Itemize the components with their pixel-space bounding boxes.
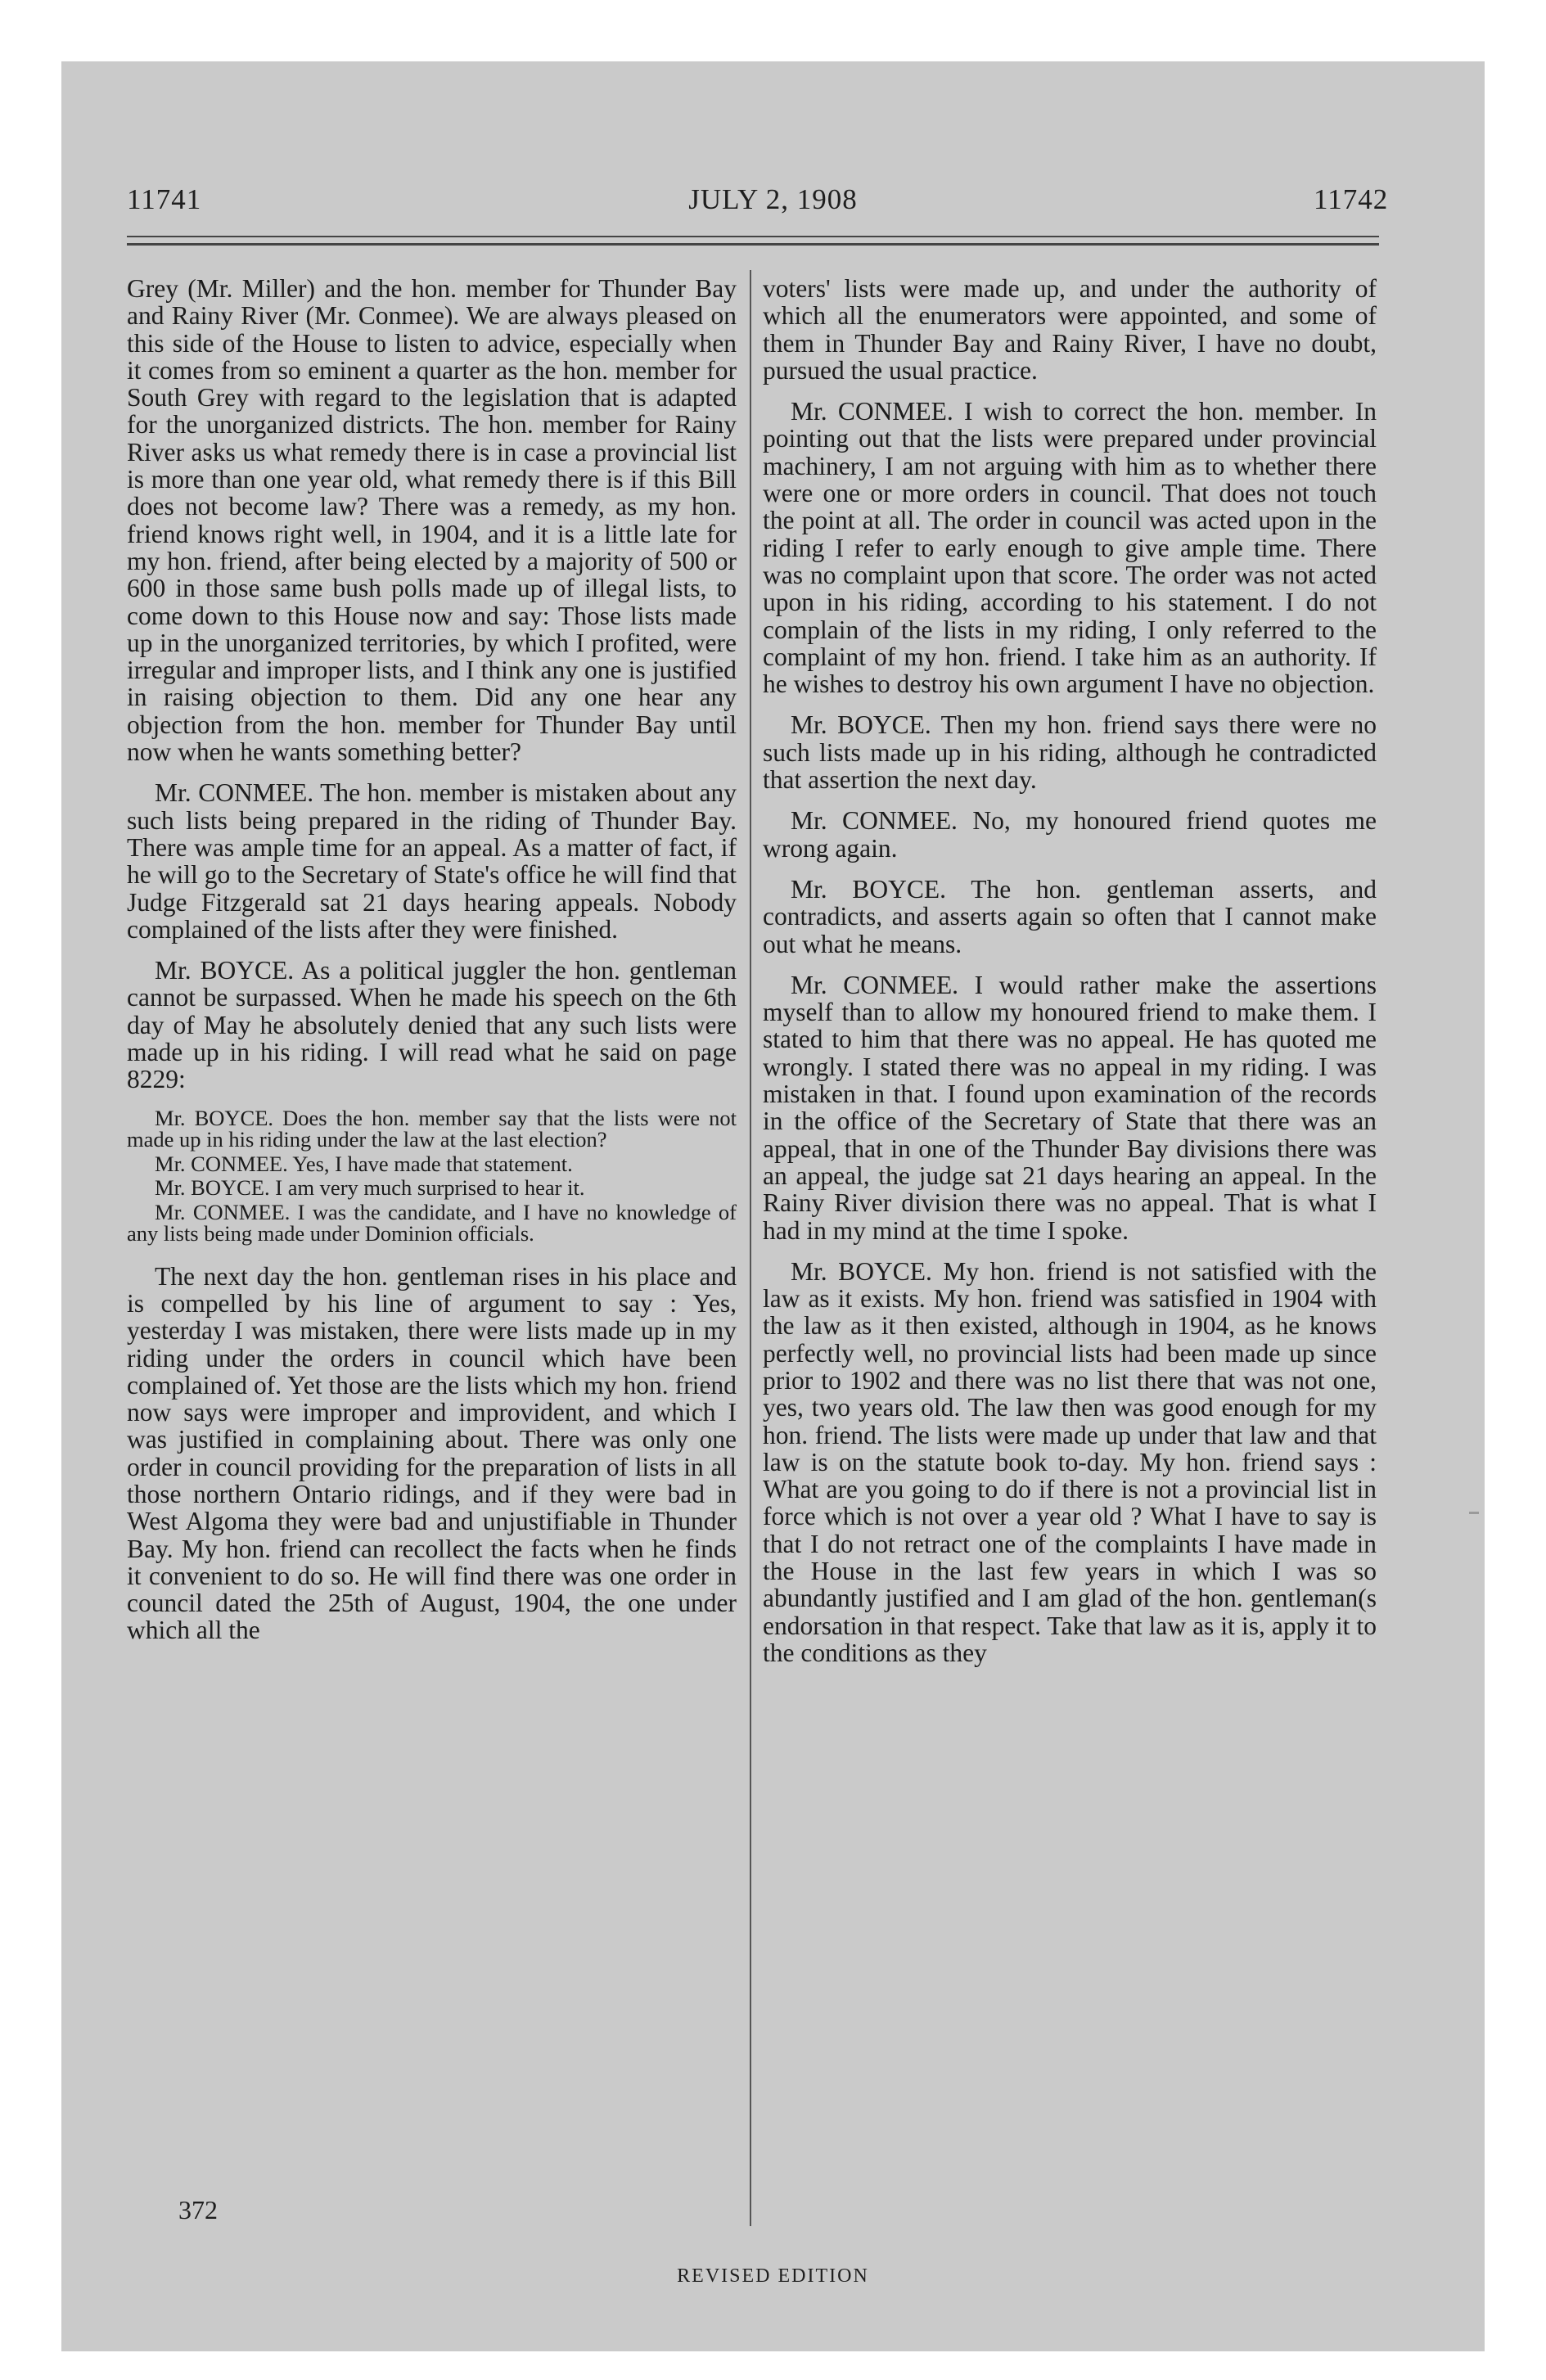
edition-label: REVISED EDITION (677, 2265, 869, 2287)
paragraph: Mr. BOYCE. My hon. friend is not satisfied with the law as it exists. My hon. friend was satisfied in 1904 with the law as it then existed, although in 1904, as he knows perfectly well, no provincial lists had been made up since prior to 1902 and there was no list there that was not one, yes, two years old. The law then was good enough for my hon. friend. The lists were made up under that law and that law is on the statute book to-day. My hon. friend says : What are you going to do if there is not a provincial list in force which is not over a year old ? What I have to say is that I do not retract one of the complaints I have made in the House in the last few years in which I was so abundantly justified and I am glad of the hon. gentleman(s endorsation in that respect. Take that law as it is, apply it to the conditions as they (763, 1256, 1377, 1667)
paragraph: Mr. BOYCE. As a political juggler the hon. gentleman cannot be surpassed. When he made his speech on the 6th day of May he absolutely denied that any such lists were made up in his riding. I will read what he said on page 8229: (127, 956, 737, 1094)
page-number-right: 11742 (1314, 183, 1389, 215)
paragraph: Grey (Mr. Miller) and the hon. member for Thunder Bay and Rainy River (Mr. Conmee). We are always pleased on this side of the House to listen to advice, especially when it comes from so eminent a quarter as the hon. member for South Grey with regard to the legislation that is adapted for the unorganized districts. The hon. member for Rainy River asks us what remedy there is in case a provincial list is more than one year old, what remedy there is if this Bill does not become law? There was a remedy, as my hon. friend knows right well, in 1904, and it is a little late for my hon. friend, after being elected by a majority of 500 or 600 in those same bush polls made up of illegal lists, to come down to this House now and say: Those lists made up in the unorganized territories, by which I profited, were irregular and improper lists, and I think any one is justified in raising objection to them. Did any one hear any objection from the hon. member for Thunder Bay until now when he wants something better? (127, 274, 737, 767)
paragraph: Mr. BOYCE. The hon. gentleman asserts, and contradicts, and asserts again so often that I cannot make out what he means. (763, 874, 1377, 958)
page-number-left: 11741 (127, 183, 202, 215)
header-rule-thin (127, 236, 1379, 237)
paragraph: Mr. CONMEE. I wish to correct the hon. member. In pointing out that the lists were prepared under provincial machinery, I am not arguing with him as to whether there were one or more orders in council. That does not touch the point at all. The order in council was acted upon in the riding I refer to early enough to give ample time. There was no complaint upon that score. The order was not acted upon in his riding, according to his statement. I do not complain of the lists in my riding, I only referred to the complaint of my hon. friend. I take him as an authority. If he wishes to destroy his own argument I have no objection. (763, 397, 1377, 699)
paragraph: The next day the hon. gentleman rises in his place and is compelled by his line of argument to say : Yes, yesterday I was mistaken, there were lists made up in my riding under the orders in council which have been complained of. Yet those are the lists which my hon. friend now says were improper and improvident, and which I was justified in complaining about. There was only one order in council providing for the preparation of lists in all those northern Ontario ridings, and if they were bad in West Algoma they were bad and unjustifiable in Thunder Bay. My hon. friend can recollect the facts when he finds it convenient to do so. He will find there was one order in council dated the 25th of August, 1904, the one under which all the (127, 1261, 737, 1645)
folio-number: 372 (178, 2195, 218, 2224)
header-rule-thick (127, 243, 1379, 246)
page-date: JULY 2, 1908 (688, 183, 858, 215)
column-divider (750, 270, 751, 2226)
quote-line: Mr. CONMEE. Yes, I have made that statement. (155, 1151, 573, 1176)
quote-line: Mr. CONMEE. I was the candidate, and I have no knowledge of any lists being made under Dominion officials. (127, 1199, 737, 1246)
quoted-passage (127, 1107, 737, 1245)
paragraph: Mr. CONMEE. I would rather make the assertions myself than to allow my honoured friend to make them. I stated to him that there was no appeal. He has quoted me wrongly. I stated there was no appeal in my riding. I was mistaken in that. I found upon examination of the records in the office of the Secretary of State that there was an appeal, that in one of the Thunder Bay divisions there was an appeal, the judge sat 21 days hearing an appeal. In the Rainy River division there was no appeal. That is what I had in my mind at the time I spoke. (763, 970, 1377, 1245)
paragraph: Mr. CONMEE. No, my honoured friend quotes me wrong again. (763, 806, 1377, 863)
paragraph: Mr. BOYCE. Then my hon. friend says there were no such lists made up in his riding, although he contradicted that assertion the next day. (763, 710, 1377, 795)
quote-line: Mr. BOYCE. I am very much surprised to hear it. (155, 1175, 585, 1201)
margin-mark (1469, 1512, 1479, 1514)
left-column (127, 275, 737, 1658)
quote-line: Mr. BOYCE. Does the hon. member say that the lists were not made up in his riding under the law at the last election? (127, 1105, 737, 1152)
paragraph: voters' lists were made up, and under the authority of which all the enumerators were appointed, and some of them in Thunder Bay and Rainy River, I have no doubt, pursued the usual practice. (763, 274, 1377, 385)
right-column (763, 275, 1377, 1680)
paragraph: Mr. CONMEE. The hon. member is mistaken about any such lists being prepared in the riding of Thunder Bay. There was ample time for an appeal. As a matter of fact, if he will go to the Secretary of State's office he will find that Judge Fitzgerald sat 21 days hearing appeals. Nobody complained of the lists after they were finished. (127, 778, 737, 944)
